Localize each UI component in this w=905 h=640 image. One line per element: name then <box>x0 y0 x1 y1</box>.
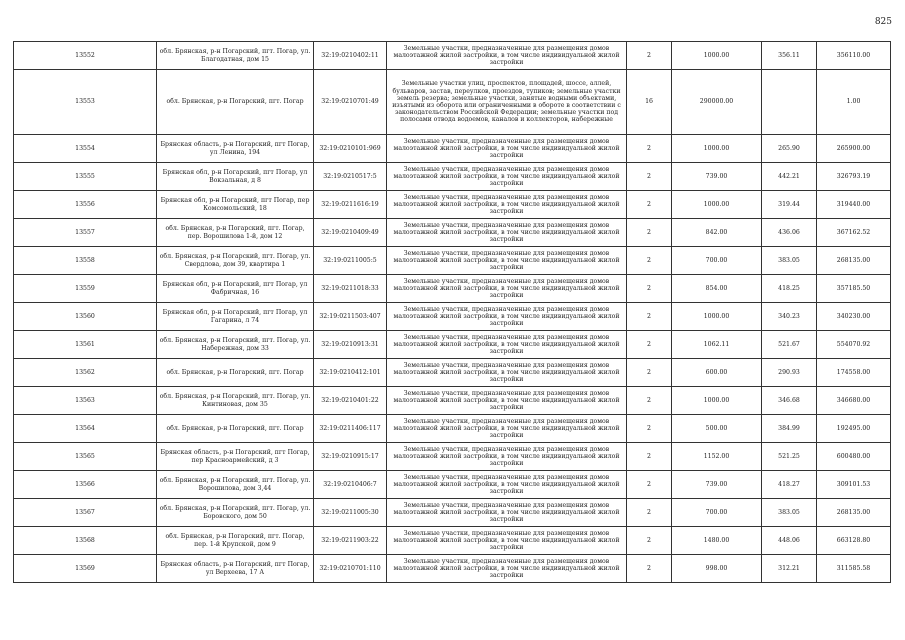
cadastral-number-cell: 32:19:0211406:117 <box>314 415 387 443</box>
specific-value-cell: 521.25 <box>762 443 817 471</box>
cadastral-value-cell: 319440.00 <box>817 191 891 219</box>
cadastral-number-cell: 32:19:0210701:49 <box>314 70 387 135</box>
cadastral-value-cell: 356110.00 <box>817 42 891 70</box>
row-number-cell: 13555 <box>14 163 157 191</box>
cadastral-value-cell: 340230.00 <box>817 303 891 331</box>
table-row <box>14 219 891 247</box>
address-cell: обл. Брянская, р-н Погарский, пгт. Погар, пер. 1-й Крупской, дом 9 <box>157 527 314 555</box>
group-cell: 2 <box>627 275 672 303</box>
address-cell: обл. Брянская, р-н Погарский, пгт. Погар, ул. Свердлова, дом 39, квартира 1 <box>157 247 314 275</box>
table-row <box>14 359 891 387</box>
row-number-cell: 13565 <box>14 443 157 471</box>
specific-value-cell: 521.67 <box>762 331 817 359</box>
table-row <box>14 527 891 555</box>
group-cell: 2 <box>627 163 672 191</box>
area-cell: 1000.00 <box>672 387 762 415</box>
cadastral-number-cell: 32:19:0210913:31 <box>314 331 387 359</box>
area-cell: 500.00 <box>672 415 762 443</box>
cadastral-value-cell: 1.00 <box>817 70 891 135</box>
group-cell: 2 <box>627 359 672 387</box>
page-number: 825 <box>874 17 892 27</box>
row-number-cell: 13563 <box>14 387 157 415</box>
group-cell: 2 <box>627 443 672 471</box>
table-row <box>14 443 891 471</box>
specific-value-cell: 346.68 <box>762 387 817 415</box>
area-cell: 739.00 <box>672 471 762 499</box>
row-number-cell: 13554 <box>14 135 157 163</box>
specific-value-cell: 384.99 <box>762 415 817 443</box>
land-use-cell: Земельные участки, предназначенные для размещения домов малоэтажной жилой застройки, в том числе индивидуальной жилой застройки <box>387 331 627 359</box>
address-cell: обл. Брянская, р-н Погарский, пгт. Погар, ул. Набережная, дом 33 <box>157 331 314 359</box>
land-use-cell: Земельные участки, предназначенные для размещения домов малоэтажной жилой застройки, в том числе индивидуальной жилой застройки <box>387 555 627 583</box>
address-cell: Брянская обл, р-н Погарский, пгт Погар, ул Фабричная, 16 <box>157 275 314 303</box>
row-number-cell: 13557 <box>14 219 157 247</box>
cadastral-number-cell: 32:19:0210701:110 <box>314 555 387 583</box>
address-cell: Брянская область, р-н Погарский, пгт Погар, пер Красноармейский, д 3 <box>157 443 314 471</box>
table-row <box>14 471 891 499</box>
row-number-cell: 13558 <box>14 247 157 275</box>
area-cell: 700.00 <box>672 499 762 527</box>
cadastral-number-cell: 32:19:0211005:30 <box>314 499 387 527</box>
specific-value-cell: 418.25 <box>762 275 817 303</box>
specific-value-cell: 448.06 <box>762 527 817 555</box>
specific-value-cell: 356.11 <box>762 42 817 70</box>
area-cell: 1000.00 <box>672 135 762 163</box>
group-cell: 2 <box>627 471 672 499</box>
address-cell: Брянская обл, р-н Погарский, пгт Погар, ул Вокзальная, д 8 <box>157 163 314 191</box>
group-cell: 2 <box>627 387 672 415</box>
address-cell: обл. Брянская, р-н Погарский, пгт. Погар, ул. Боровского, дом 50 <box>157 499 314 527</box>
row-number-cell: 13561 <box>14 331 157 359</box>
cadastral-number-cell: 32:19:0210406:7 <box>314 471 387 499</box>
area-cell: 1000.00 <box>672 42 762 70</box>
cadastral-value-cell: 311585.58 <box>817 555 891 583</box>
table-row <box>14 42 891 70</box>
specific-value-cell: 340.23 <box>762 303 817 331</box>
address-cell: обл. Брянская, р-н Погарский, пгт. Погар, пер. Ворошилова 1-й, дом 12 <box>157 219 314 247</box>
specific-value-cell: 383.05 <box>762 247 817 275</box>
group-cell: 2 <box>627 191 672 219</box>
row-number-cell: 13567 <box>14 499 157 527</box>
table-row <box>14 415 891 443</box>
row-number-cell: 13559 <box>14 275 157 303</box>
specific-value-cell: 383.05 <box>762 499 817 527</box>
land-use-cell: Земельные участки, предназначенные для размещения домов малоэтажной жилой застройки, в том числе индивидуальной жилой застройки <box>387 443 627 471</box>
specific-value-cell: 312.21 <box>762 555 817 583</box>
group-cell: 2 <box>627 135 672 163</box>
group-cell: 16 <box>627 70 672 135</box>
area-cell: 600.00 <box>672 359 762 387</box>
cadastral-value-cell: 192495.00 <box>817 415 891 443</box>
row-number-cell: 13566 <box>14 471 157 499</box>
address-cell: обл. Брянская, р-н Погарский, пгт. Погар <box>157 415 314 443</box>
area-cell: 854.00 <box>672 275 762 303</box>
land-use-cell: Земельные участки, предназначенные для размещения домов малоэтажной жилой застройки, в том числе индивидуальной жилой застройки <box>387 415 627 443</box>
cadastral-number-cell: 32:19:0210915:17 <box>314 443 387 471</box>
area-cell: 1480.00 <box>672 527 762 555</box>
land-use-cell: Земельные участки, предназначенные для размещения домов малоэтажной жилой застройки, в том числе индивидуальной жилой застройки <box>387 191 627 219</box>
cadastral-value-cell: 600480.00 <box>817 443 891 471</box>
cadastral-value-cell: 268135.00 <box>817 499 891 527</box>
group-cell: 2 <box>627 527 672 555</box>
group-cell: 2 <box>627 331 672 359</box>
cadastral-value-cell: 326793.19 <box>817 163 891 191</box>
table-row <box>14 247 891 275</box>
specific-value-cell: 290.93 <box>762 359 817 387</box>
specific-value-cell: 319.44 <box>762 191 817 219</box>
area-cell: 1152.00 <box>672 443 762 471</box>
area-cell: 290000.00 <box>672 70 762 135</box>
group-cell: 2 <box>627 219 672 247</box>
land-use-cell: Земельные участки, предназначенные для размещения домов малоэтажной жилой застройки, в том числе индивидуальной жилой застройки <box>387 275 627 303</box>
group-cell: 2 <box>627 303 672 331</box>
land-use-cell: Земельные участки, предназначенные для размещения домов малоэтажной жилой застройки, в том числе индивидуальной жилой застройки <box>387 471 627 499</box>
cadastral-value-cell: 367162.52 <box>817 219 891 247</box>
cadastral-number-cell: 32:19:0211018:33 <box>314 275 387 303</box>
group-cell: 2 <box>627 42 672 70</box>
cadastral-number-cell: 32:19:0210517:5 <box>314 163 387 191</box>
cadastral-number-cell: 32:19:0211005:5 <box>314 247 387 275</box>
row-number-cell: 13564 <box>14 415 157 443</box>
area-cell: 998.00 <box>672 555 762 583</box>
cadastral-value-cell: 309101.53 <box>817 471 891 499</box>
land-use-cell: Земельные участки, предназначенные для размещения домов малоэтажной жилой застройки, в том числе индивидуальной жилой застройки <box>387 527 627 555</box>
row-number-cell: 13553 <box>14 70 157 135</box>
row-number-cell: 13562 <box>14 359 157 387</box>
specific-value-cell: 442.21 <box>762 163 817 191</box>
row-number-cell: 13560 <box>14 303 157 331</box>
row-number-cell: 13568 <box>14 527 157 555</box>
land-use-cell: Земельные участки, предназначенные для размещения домов малоэтажной жилой застройки, в том числе индивидуальной жилой застройки <box>387 247 627 275</box>
area-cell: 1000.00 <box>672 191 762 219</box>
row-number-cell: 13569 <box>14 555 157 583</box>
cadastral-number-cell: 32:19:0210412:101 <box>314 359 387 387</box>
address-cell: обл. Брянская, р-н Погарский, пгт. Погар, ул. Ворошилова, дом 3,44 <box>157 471 314 499</box>
land-use-cell: Земельные участки, предназначенные для размещения домов малоэтажной жилой застройки, в том числе индивидуальной жилой застройки <box>387 359 627 387</box>
group-cell: 2 <box>627 247 672 275</box>
row-number-cell: 13556 <box>14 191 157 219</box>
cadastral-number-cell: 32:19:0210402:11 <box>314 42 387 70</box>
cadastral-value-table <box>13 41 891 583</box>
table-row <box>14 387 891 415</box>
row-number-cell: 13552 <box>14 42 157 70</box>
area-cell: 739.00 <box>672 163 762 191</box>
cadastral-value-cell: 357185.50 <box>817 275 891 303</box>
address-cell: обл. Брянская, р-н Погарский, пгт. Погар <box>157 359 314 387</box>
table-row <box>14 303 891 331</box>
address-cell: обл. Брянская, р-н Погарский, пгт. Погар, ул. Благодатная, дом 15 <box>157 42 314 70</box>
table-row <box>14 499 891 527</box>
cadastral-value-cell: 265900.00 <box>817 135 891 163</box>
table-row <box>14 331 891 359</box>
specific-value-cell: 436.06 <box>762 219 817 247</box>
land-use-cell: Земельные участки, предназначенные для размещения домов малоэтажной жилой застройки, в том числе индивидуальной жилой застройки <box>387 135 627 163</box>
cadastral-number-cell: 32:19:0210101:969 <box>314 135 387 163</box>
cadastral-number-cell: 32:19:0210409:49 <box>314 219 387 247</box>
table-row <box>14 163 891 191</box>
land-use-cell: Земельные участки, предназначенные для размещения домов малоэтажной жилой застройки, в том числе индивидуальной жилой застройки <box>387 303 627 331</box>
area-cell: 842.00 <box>672 219 762 247</box>
table-body <box>14 42 891 583</box>
group-cell: 2 <box>627 415 672 443</box>
land-use-cell: Земельные участки, предназначенные для размещения домов малоэтажной жилой застройки, в том числе индивидуальной жилой застройки <box>387 499 627 527</box>
address-cell: Брянская область, р-н Погарский, пгт Погар, ул Ленина, 194 <box>157 135 314 163</box>
cadastral-number-cell: 32:19:0211503:407 <box>314 303 387 331</box>
specific-value-cell: 265.90 <box>762 135 817 163</box>
table-row <box>14 135 891 163</box>
specific-value-cell: 418.27 <box>762 471 817 499</box>
cadastral-number-cell: 32:19:0211616:19 <box>314 191 387 219</box>
area-cell: 1000.00 <box>672 303 762 331</box>
address-cell: Брянская область, р-н Погарский, пгт Погар, ул Верхеева, 17 А <box>157 555 314 583</box>
land-use-cell: Земельные участки улиц, проспектов, площадей, шоссе, аллей, бульваров, застав, переулков, проездов, тупиков; земельные участки земель резерва; земельные участки, занятые водными объектами, изъятыми из оборота или ограниченными в обороте в соответствии с законодательством Российской Федерации; земельные участки под полосами отвода водоемов, каналов и коллекторов, набережные <box>387 70 627 135</box>
area-cell: 1062.11 <box>672 331 762 359</box>
area-cell: 700.00 <box>672 247 762 275</box>
cadastral-value-cell: 174558.00 <box>817 359 891 387</box>
land-use-cell: Земельные участки, предназначенные для размещения домов малоэтажной жилой застройки, в том числе индивидуальной жилой застройки <box>387 42 627 70</box>
cadastral-number-cell: 32:19:0211903:22 <box>314 527 387 555</box>
land-use-cell: Земельные участки, предназначенные для размещения домов малоэтажной жилой застройки, в том числе индивидуальной жилой застройки <box>387 219 627 247</box>
specific-value-cell <box>762 70 817 135</box>
land-use-cell: Земельные участки, предназначенные для размещения домов малоэтажной жилой застройки, в том числе индивидуальной жилой застройки <box>387 163 627 191</box>
table-row <box>14 70 891 135</box>
table-row <box>14 555 891 583</box>
table-row <box>14 191 891 219</box>
table-row <box>14 275 891 303</box>
cadastral-value-cell: 268135.00 <box>817 247 891 275</box>
land-use-cell: Земельные участки, предназначенные для размещения домов малоэтажной жилой застройки, в том числе индивидуальной жилой застройки <box>387 387 627 415</box>
cadastral-value-cell: 663128.80 <box>817 527 891 555</box>
cadastral-number-cell: 32:19:0210401:22 <box>314 387 387 415</box>
address-cell: обл. Брянская, р-н Погарский, пгт. Погар <box>157 70 314 135</box>
group-cell: 2 <box>627 499 672 527</box>
cadastral-value-cell: 554070.92 <box>817 331 891 359</box>
cadastral-value-cell: 346680.00 <box>817 387 891 415</box>
address-cell: обл. Брянская, р-н Погарский, пгт. Погар, ул. Кинтиновая, дом 35 <box>157 387 314 415</box>
address-cell: Брянская обл, р-н Погарский, пгт Погар, ул Гагарина, л 74 <box>157 303 314 331</box>
address-cell: Брянская обл, р-н Погарский, пгт Погар, пер Комсомольский, 18 <box>157 191 314 219</box>
group-cell: 2 <box>627 555 672 583</box>
